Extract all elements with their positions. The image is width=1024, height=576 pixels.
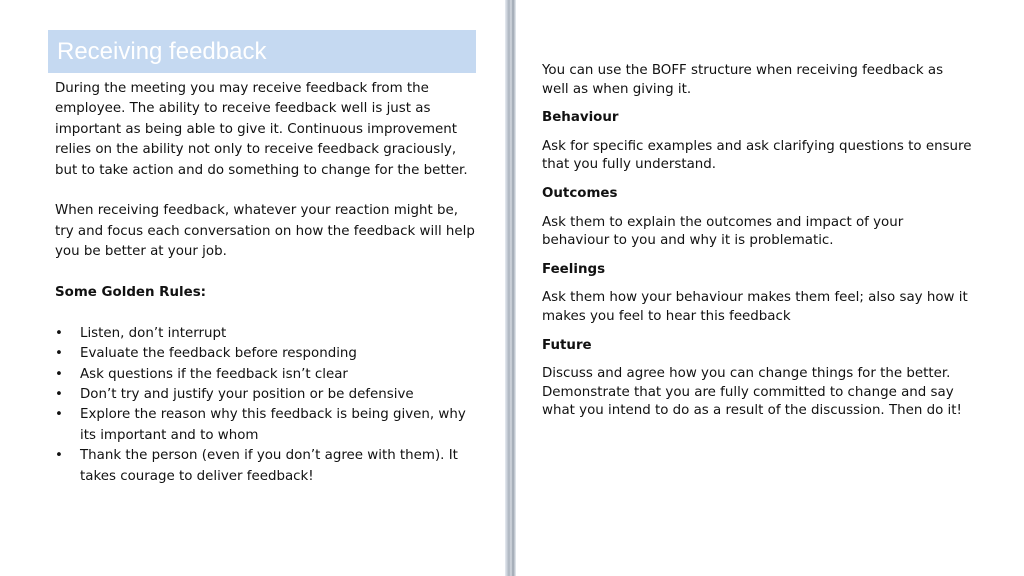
title-bar: [48, 30, 476, 73]
spacer: [55, 181, 475, 201]
rules-heading: Some Golden Rules:: [55, 285, 207, 301]
bullet-icon: •: [55, 387, 63, 403]
spacer: [55, 303, 475, 323]
section-heading-behaviour: Behaviour: [542, 110, 619, 126]
bullet-icon: •: [55, 407, 63, 423]
section-text-behaviour: Ask for specific examples and ask clarifying questions to ensure that you fully understand.: [542, 138, 972, 173]
bullet-icon: •: [55, 448, 63, 464]
rule-text: Ask questions if the feedback isn’t clear: [80, 366, 348, 382]
list-item: [55, 446, 475, 487]
list-item: [55, 324, 475, 344]
boff-intro: You can use the BOFF structure when receiving feedback as well as when giving it.: [542, 63, 944, 97]
bullet-icon: •: [55, 325, 63, 341]
section-text-future: Discuss and agree how you can change things for the better. Demonstrate that you are fully committed to change and say what you intend to do as a result of the discussion. Then do it!: [542, 366, 962, 419]
rule-text: Explore the reason why this feedback is being given, why its important and to whom: [80, 407, 466, 443]
list-item: [55, 365, 475, 385]
column-divider: [505, 0, 516, 576]
bullet-icon: •: [55, 366, 63, 382]
right-body: [542, 62, 972, 431]
list-item: [55, 405, 475, 446]
rule-text: Evaluate the feedback before responding: [80, 346, 357, 362]
section-text-feelings: Ask them how your behaviour makes them feel; also say how it makes you feel to hear this feedback: [542, 290, 968, 324]
page-title: Receiving feedback: [57, 37, 267, 65]
rule-text: Don’t try and justify your position or be defensive: [80, 387, 414, 403]
focus-paragraph: When receiving feedback, whatever your reaction might be, try and focus each conversation on how the feedback will help you be better at your job.: [55, 203, 475, 260]
rule-text: Listen, don’t interrupt: [80, 325, 227, 341]
list-item: [55, 385, 475, 405]
bullet-icon: •: [55, 346, 63, 362]
left-body: [55, 79, 475, 487]
golden-rules-list: [55, 324, 475, 487]
intro-paragraph: During the meeting you may receive feedback from the employee. The ability to receive feedback well is just as important as being able to give it. Continuous improvement relies on the ability not only to receive feedback graciously, but to take action and do something to change for the better.: [55, 81, 468, 178]
spacer: [55, 263, 475, 283]
section-heading-future: Future: [542, 337, 592, 353]
section-text-outcomes: Ask them to explain the outcomes and impact of your behaviour to you and why it is problematic.: [542, 214, 904, 249]
left-panel: [0, 0, 505, 576]
section-heading-feelings: Feelings: [542, 261, 606, 277]
list-item: [55, 344, 475, 364]
rule-text: Thank the person (even if you don’t agree with them). It takes courage to deliver feedback!: [80, 448, 458, 484]
section-heading-outcomes: Outcomes: [542, 185, 618, 201]
